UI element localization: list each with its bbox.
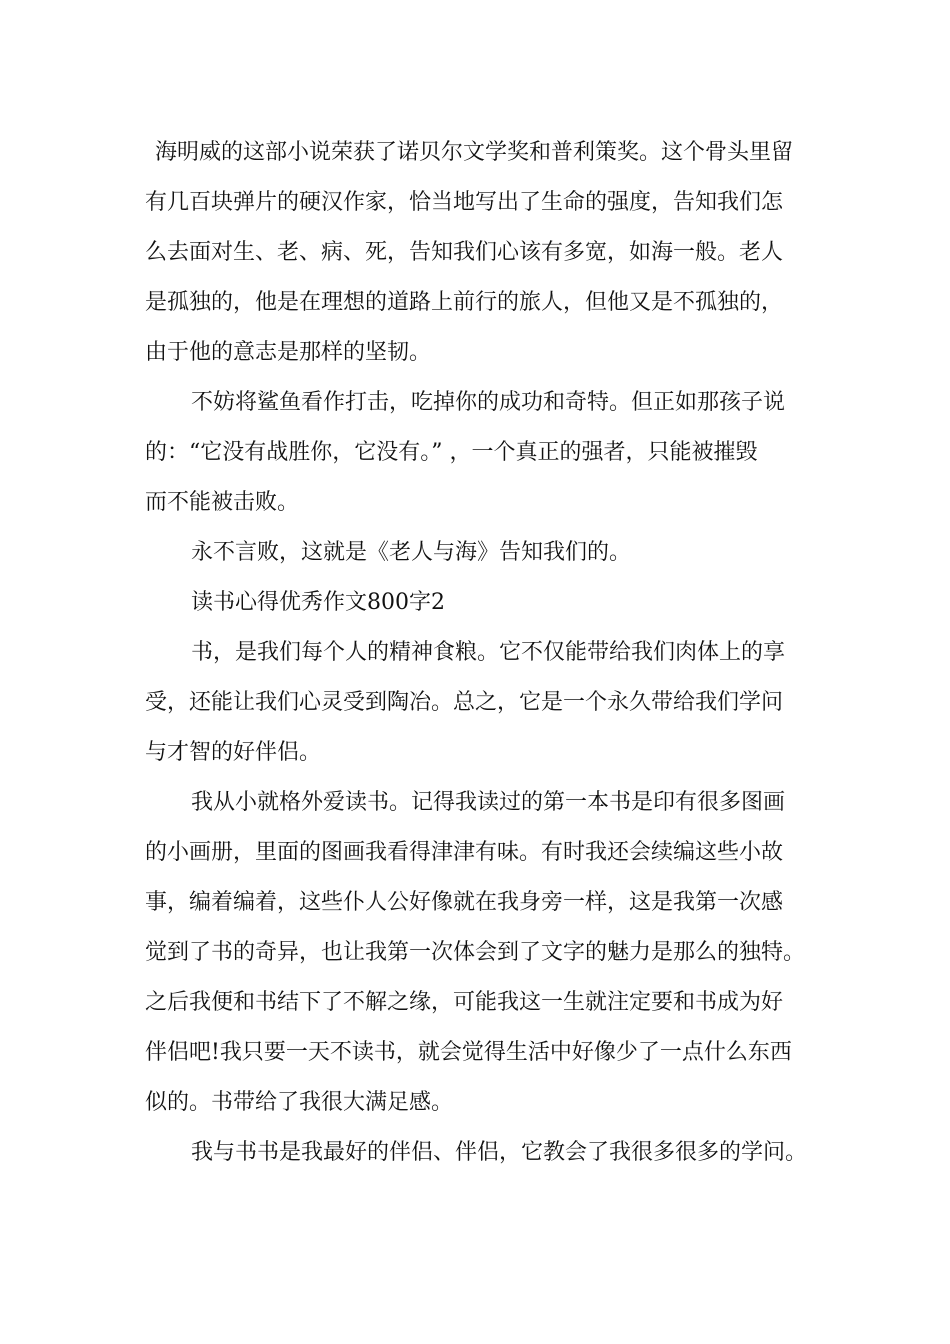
text-line: 我与书书是我最好的伴侣、伴侣，它教会了我很多很多的学问。 (191, 1140, 808, 1165)
text-line: 似的。书带给了我很大满足感。 (145, 1090, 454, 1115)
text-line: 由于他的意志是那样的坚韧。 (145, 340, 432, 365)
text-line: 永不言败，这就是《老人与海》告知我们的。 (191, 540, 632, 565)
text-line: 的：“它没有战胜你，它没有。” ，一个真正的强者，只能被摧毁 (145, 440, 758, 465)
text-line: 伴侣吧!我只要一天不读书，就会觉得生活中好像少了一点什么东西 (145, 1040, 792, 1065)
document-body (145, 128, 825, 1178)
text-line: 而不能被击败。 (145, 490, 300, 515)
text-line: 海明威的这部小说荣获了诺贝尔文学奖和普利策奖。这个骨头里留 (155, 140, 794, 165)
text-line: 之后我便和书结下了不解之缘，可能我这一生就注定要和书成为好 (145, 990, 784, 1015)
text-line: 觉到了书的奇异，也让我第一次体会到了文字的魅力是那么的独特。 (145, 940, 806, 965)
text-line: 受，还能让我们心灵受到陶冶。总之，它是一个永久带给我们学问 (145, 690, 784, 715)
text-line: 么去面对生、老、病、死，告知我们心该有多宽，如海一般。老人 (145, 240, 784, 265)
text-line: 有几百块弹片的硬汉作家，恰当地写出了生命的强度，告知我们怎 (145, 190, 784, 215)
text-line: 不妨将鲨鱼看作打击，吃掉你的成功和奇特。但正如那孩子说 (191, 390, 786, 415)
text-line: 与才智的好伴侣。 (145, 740, 322, 765)
text-line: 是孤独的，他是在理想的道路上前行的旅人，但他又是不孤独的， (145, 290, 784, 315)
text-line: 的小画册，里面的图画我看得津津有味。有时我还会续编这些小故 (145, 840, 784, 865)
text-line: 事，编着编着，这些仆人公好像就在我身旁一样，这是我第一次感 (145, 890, 784, 915)
text-line: 书，是我们每个人的精神食粮。它不仅能带给我们肉体上的享 (191, 640, 786, 665)
section-heading: 读书心得优秀作文800字2 (191, 590, 445, 615)
text-line: 我从小就格外爱读书。记得我读过的第一本书是印有很多图画 (191, 790, 786, 815)
